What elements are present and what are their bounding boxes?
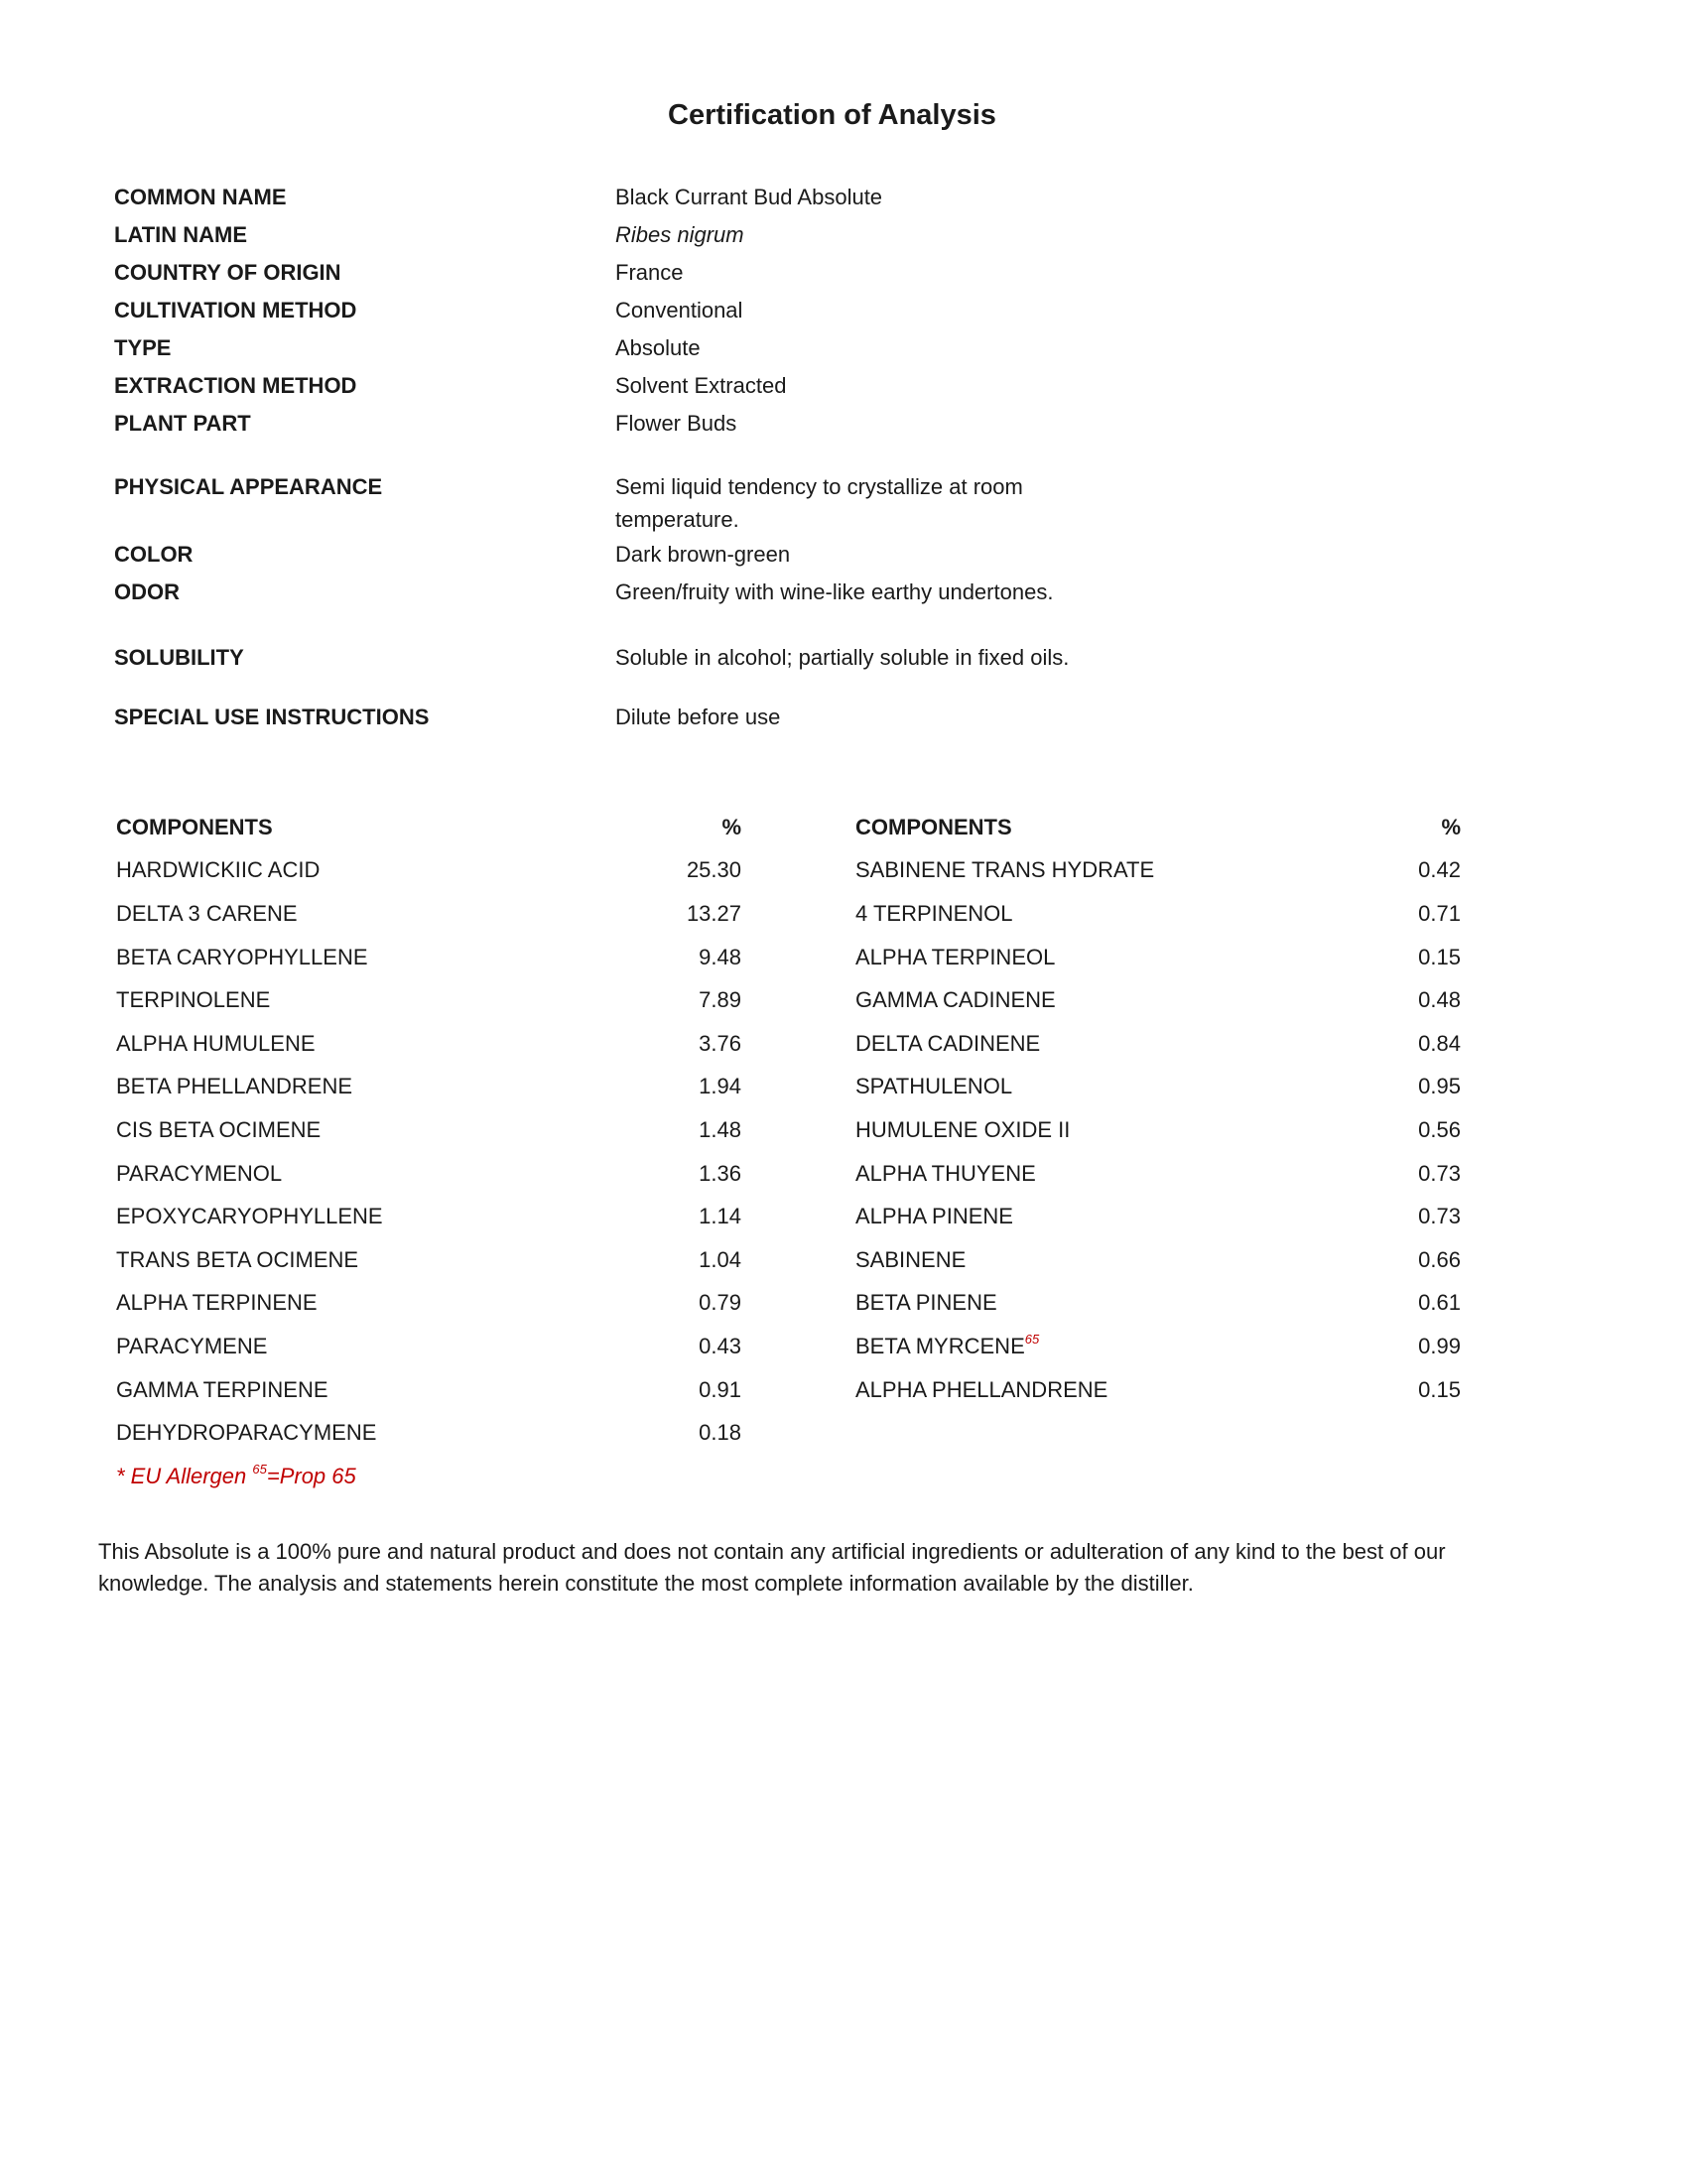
- odor-value: Green/fruity with wine-like earthy undertones.: [615, 579, 1054, 604]
- component-name: [855, 945, 1342, 970]
- component-name-text: EPOXYCARYOPHYLLENE: [116, 1204, 383, 1229]
- color-value: Dark brown-green: [615, 542, 791, 567]
- component-name-text: DELTA CADINENE: [855, 1030, 1041, 1056]
- component-name: [855, 1247, 1342, 1273]
- component-percent: 0.42: [1418, 857, 1461, 883]
- extraction-label: EXTRACTION METHOD: [114, 373, 357, 398]
- component-name: [116, 1290, 622, 1316]
- table-row: [116, 1108, 741, 1152]
- table-row: [116, 1195, 741, 1238]
- component-percent: 0.61: [1418, 1290, 1461, 1316]
- component-percent: 3.76: [699, 1030, 741, 1056]
- table-row: [855, 1368, 1461, 1412]
- allergen-legend: [116, 1455, 741, 1498]
- components-header: [855, 806, 1461, 849]
- components-header-name: COMPONENTS: [116, 814, 273, 839]
- property-row: [114, 536, 1206, 574]
- table-row: [116, 1368, 741, 1412]
- component-percent: 0.66: [1418, 1246, 1461, 1272]
- solubility-value: Soluble in alcohol; partially soluble in fixed oils.: [615, 645, 1070, 670]
- property-row: [114, 699, 1206, 736]
- component-percent: 0.73: [1418, 1204, 1461, 1229]
- component-name-text: HARDWICKIIC ACID: [116, 857, 321, 883]
- table-row: [855, 892, 1461, 936]
- component-name-text: ALPHA PHELLANDRENE: [855, 1376, 1108, 1402]
- components-header-pct: %: [1441, 814, 1461, 839]
- component-name-text: BETA PHELLANDRENE: [116, 1074, 353, 1099]
- component-name-text: BETA CARYOPHYLLENE: [116, 944, 368, 969]
- table-row: [855, 849, 1461, 893]
- component-percent: 0.56: [1418, 1116, 1461, 1142]
- components-header: [116, 806, 741, 849]
- table-row: [855, 1022, 1461, 1066]
- component-name: [855, 1331, 1342, 1359]
- component-name: [116, 1204, 622, 1229]
- component-name: [855, 857, 1342, 883]
- table-row: [855, 1238, 1461, 1282]
- table-row: [855, 978, 1461, 1022]
- table-row: [116, 1238, 741, 1282]
- color-label: COLOR: [114, 542, 194, 567]
- table-row: [116, 1411, 741, 1455]
- component-name-text: 4 TERPINENOL: [855, 900, 1013, 926]
- property-row: [114, 405, 1206, 443]
- plant-part-label: PLANT PART: [114, 411, 251, 436]
- component-percent: 9.48: [699, 944, 741, 969]
- property-row: [114, 179, 1206, 216]
- legend-sup: 65: [252, 1461, 267, 1477]
- component-name: [855, 1161, 1342, 1187]
- table-row: [116, 1282, 741, 1326]
- table-row: [855, 936, 1461, 979]
- component-name: [855, 1074, 1342, 1099]
- page-title: Certification of Analysis: [668, 99, 996, 131]
- cultivation-label: CULTIVATION METHOD: [114, 298, 357, 322]
- component-percent: 0.73: [1418, 1160, 1461, 1186]
- component-name: [116, 1117, 622, 1143]
- component-percent: 0.18: [699, 1420, 741, 1446]
- property-row: [114, 367, 1206, 405]
- table-row: [855, 1066, 1461, 1109]
- component-name: [855, 1377, 1342, 1403]
- component-name-text: DEHYDROPARACYMENE: [116, 1420, 377, 1446]
- country-value: France: [615, 260, 684, 285]
- common-name-label: COMMON NAME: [114, 185, 287, 209]
- component-name: [855, 1290, 1342, 1316]
- cultivation-value: Conventional: [615, 298, 743, 322]
- component-name-text: ALPHA THUYENE: [855, 1160, 1036, 1186]
- table-row: [116, 892, 741, 936]
- component-percent: 0.79: [699, 1290, 741, 1316]
- component-name: [855, 987, 1342, 1013]
- component-name-text: BETA PINENE: [855, 1290, 997, 1316]
- property-row: [114, 292, 1206, 329]
- component-percent: 1.36: [699, 1160, 741, 1186]
- component-name: [855, 1117, 1342, 1143]
- table-row: [116, 978, 741, 1022]
- property-row: [114, 329, 1206, 367]
- component-name-text: SABINENE: [855, 1246, 967, 1272]
- component-percent: 0.71: [1418, 900, 1461, 926]
- component-name: [116, 857, 622, 883]
- property-row: [114, 574, 1206, 611]
- type-value: Absolute: [615, 335, 701, 360]
- table-row: [855, 1325, 1461, 1368]
- component-name-text: DELTA 3 CARENE: [116, 900, 298, 926]
- solubility-label: SOLUBILITY: [114, 645, 244, 670]
- legend-prefix: * EU Allergen: [116, 1463, 253, 1488]
- prop65-marker: 65: [1024, 1331, 1040, 1347]
- common-name-value: Black Currant Bud Absolute: [615, 185, 883, 209]
- component-percent: 0.84: [1418, 1030, 1461, 1056]
- extraction-value: Solvent Extracted: [615, 373, 787, 398]
- special-use-label: SPECIAL USE INSTRUCTIONS: [114, 705, 430, 729]
- appearance-label: PHYSICAL APPEARANCE: [114, 474, 383, 499]
- component-name: [116, 901, 622, 927]
- component-name-text: BETA MYRCENE: [855, 1333, 1025, 1358]
- component-percent: 1.48: [699, 1116, 741, 1142]
- property-row: [114, 216, 1206, 254]
- component-name-text: PARACYMENE: [116, 1333, 268, 1358]
- component-name-text: SABINENE TRANS HYDRATE: [855, 857, 1155, 883]
- component-name-text: SPATHULENOL: [855, 1074, 1013, 1099]
- latin-name-label: LATIN NAME: [114, 222, 248, 247]
- component-name: [116, 945, 622, 970]
- table-row: [855, 1152, 1461, 1196]
- component-name-text: TERPINOLENE: [116, 987, 271, 1013]
- component-name-text: PARACYMENOL: [116, 1160, 283, 1186]
- table-row: [855, 1195, 1461, 1238]
- component-name-text: GAMMA TERPINENE: [116, 1376, 328, 1402]
- disclaimer-text: This Absolute is a 100% pure and natural product and does not contain any artificial ingredients or adulteration of any kind to the best of our knowledge. The analysis and statements herein constitute the most complete information available by the distiller.: [98, 1539, 1446, 1596]
- component-name: [116, 1334, 622, 1359]
- components-header-name: COMPONENTS: [855, 814, 1012, 839]
- table-row: [116, 849, 741, 893]
- component-name: [116, 1247, 622, 1273]
- component-percent: 25.30: [686, 857, 741, 883]
- component-name: [116, 1074, 622, 1099]
- component-percent: 0.95: [1418, 1074, 1461, 1099]
- component-percent: 7.89: [699, 987, 741, 1013]
- odor-label: ODOR: [114, 579, 180, 604]
- component-name: [116, 1031, 622, 1057]
- components-table-right: [855, 806, 1461, 1411]
- component-name: [116, 1420, 622, 1446]
- component-name-text: HUMULENE OXIDE II: [855, 1116, 1071, 1142]
- component-name-text: GAMMA CADINENE: [855, 987, 1056, 1013]
- table-row: [855, 1108, 1461, 1152]
- legend-suffix: =Prop 65: [266, 1463, 356, 1488]
- component-name: [855, 1031, 1342, 1057]
- plant-part-value: Flower Buds: [615, 411, 737, 436]
- table-row: [116, 1325, 741, 1368]
- table-row: [116, 936, 741, 979]
- product-properties: [114, 179, 1206, 736]
- components-header-pct: %: [721, 814, 741, 839]
- property-row: [114, 639, 1206, 677]
- component-percent: 1.94: [699, 1074, 741, 1099]
- property-row: [114, 468, 1206, 536]
- component-percent: 0.99: [1418, 1333, 1461, 1358]
- component-name-text: ALPHA TERPINEOL: [855, 944, 1056, 969]
- component-percent: 0.91: [699, 1376, 741, 1402]
- latin-name-value: Ribes nigrum: [615, 222, 744, 247]
- component-percent: 0.15: [1418, 1376, 1461, 1402]
- component-percent: 0.15: [1418, 944, 1461, 969]
- component-percent: 0.48: [1418, 987, 1461, 1013]
- table-row: [116, 1152, 741, 1196]
- appearance-value: Semi liquid tendency to crystallize at room temperature.: [615, 474, 1023, 532]
- table-row: [116, 1022, 741, 1066]
- component-percent: 13.27: [686, 900, 741, 926]
- table-row: [116, 1066, 741, 1109]
- property-row: [114, 254, 1206, 292]
- component-name: [855, 901, 1342, 927]
- component-percent: 1.04: [699, 1246, 741, 1272]
- component-name-text: CIS BETA OCIMENE: [116, 1116, 322, 1142]
- component-percent: 0.43: [699, 1333, 741, 1358]
- component-name: [116, 987, 622, 1013]
- component-name-text: TRANS BETA OCIMENE: [116, 1246, 359, 1272]
- component-name-text: ALPHA HUMULENE: [116, 1030, 316, 1056]
- country-label: COUNTRY OF ORIGIN: [114, 260, 341, 285]
- component-name-text: ALPHA TERPINENE: [116, 1290, 318, 1316]
- component-percent: 1.14: [699, 1204, 741, 1229]
- type-label: TYPE: [114, 335, 172, 360]
- component-name-text: ALPHA PINENE: [855, 1204, 1013, 1229]
- table-row: [855, 1282, 1461, 1326]
- component-name: [116, 1161, 622, 1187]
- component-name: [116, 1377, 622, 1403]
- components-table-left: [116, 806, 741, 1498]
- component-name: [855, 1204, 1342, 1229]
- special-use-value: Dilute before use: [615, 705, 781, 729]
